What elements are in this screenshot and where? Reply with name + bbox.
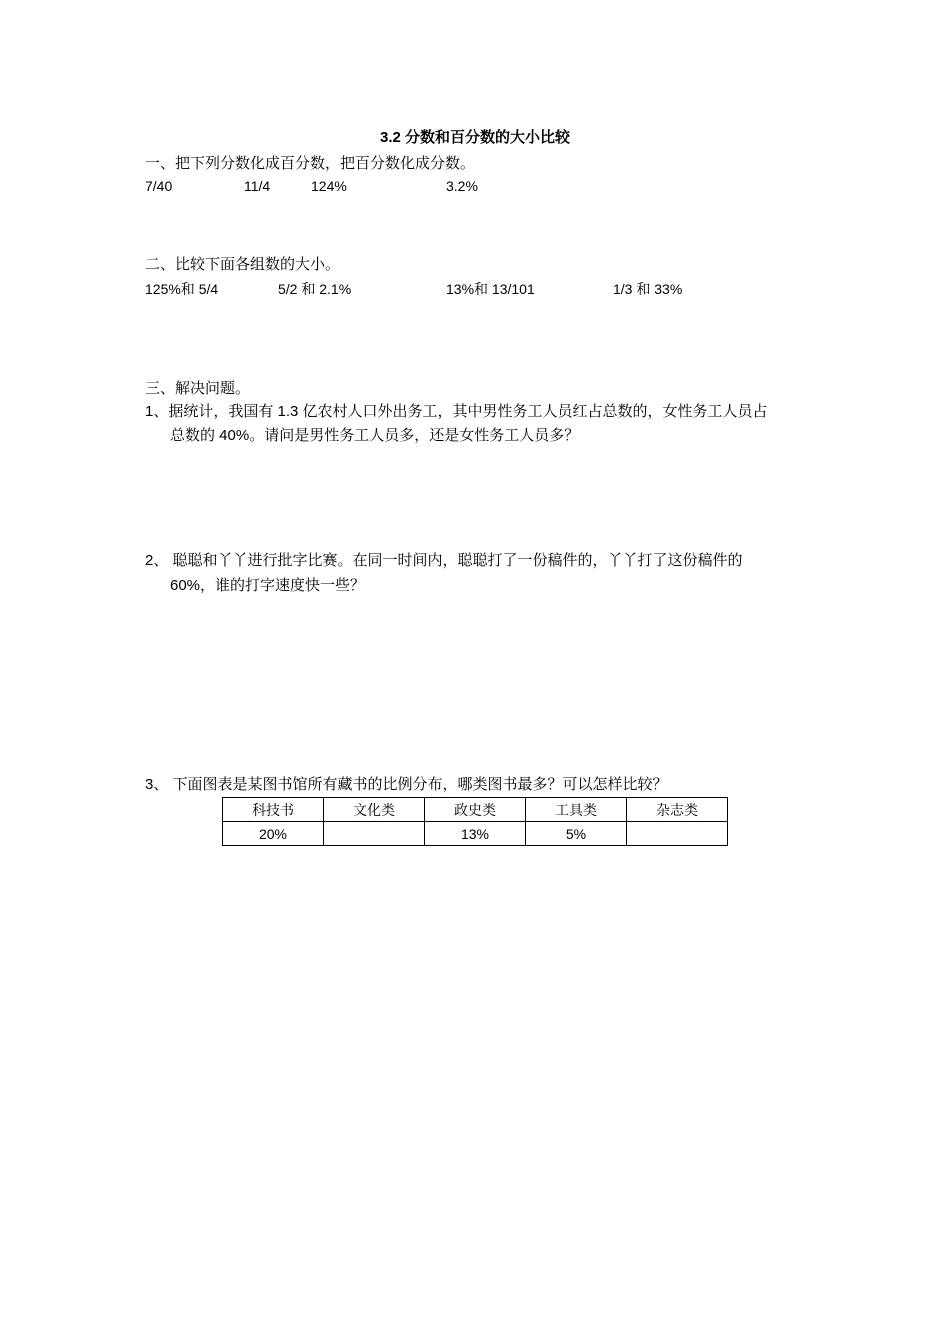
table-cell [627, 822, 728, 846]
table-cell: 5% [526, 822, 627, 846]
section2-item-1: 125%和 5/4 [145, 281, 219, 297]
page-title: 3.2 分数和百分数的大小比较 [379, 129, 571, 146]
section2-item-3: 13%和 13/101 [446, 281, 535, 297]
section2-item-4: 1/3 和 33% [613, 281, 683, 297]
question1-line1: 1、据统计，我国有 1.3 亿农村人口外出务工，其中男性务工人员红占总数的，女性务工人员占 [145, 403, 768, 420]
section1-item-2: 11/4 [244, 178, 271, 194]
section2-heading: 二、比较下面各组数的大小。 [145, 256, 341, 273]
table-header-cell: 杂志类 [627, 798, 728, 822]
table-header-cell: 科技书 [223, 798, 324, 822]
section1-heading: 一、把下列分数化成百分数，把百分数化成分数。 [145, 155, 476, 172]
table-cell: 20% [223, 822, 324, 846]
table-cell: 13% [425, 822, 526, 846]
question2-line1: 2、 聪聪和丫丫进行批字比赛。在同一时间内，聪聪打了一份稿件的，丫丫打了这份稿件的 [145, 552, 743, 569]
section1-item-4: 3.2% [446, 178, 478, 194]
book-distribution-table [222, 797, 728, 846]
question3-line1: 3、 下面图表是某图书馆所有藏书的比例分布，哪类图书最多？可以怎样比较？ [145, 776, 668, 793]
table-cell [324, 822, 425, 846]
table-header-cell: 工具类 [526, 798, 627, 822]
section1-item-1: 7/40 [145, 178, 173, 194]
question1-line2: 总数的 40%。请问是男性务工人员多，还是女性务工人员多？ [170, 427, 580, 444]
table-header-cell: 文化类 [324, 798, 425, 822]
table-header-row [223, 798, 728, 822]
section2-item-2: 5/2 和 2.1% [278, 281, 352, 297]
question2-line2: 60%，谁的打字速度快一些？ [170, 577, 366, 594]
table-header-cell: 政史类 [425, 798, 526, 822]
section1-item-3: 124% [311, 178, 347, 194]
table-row [223, 822, 728, 846]
section3-heading: 三、解决问题。 [145, 380, 251, 397]
